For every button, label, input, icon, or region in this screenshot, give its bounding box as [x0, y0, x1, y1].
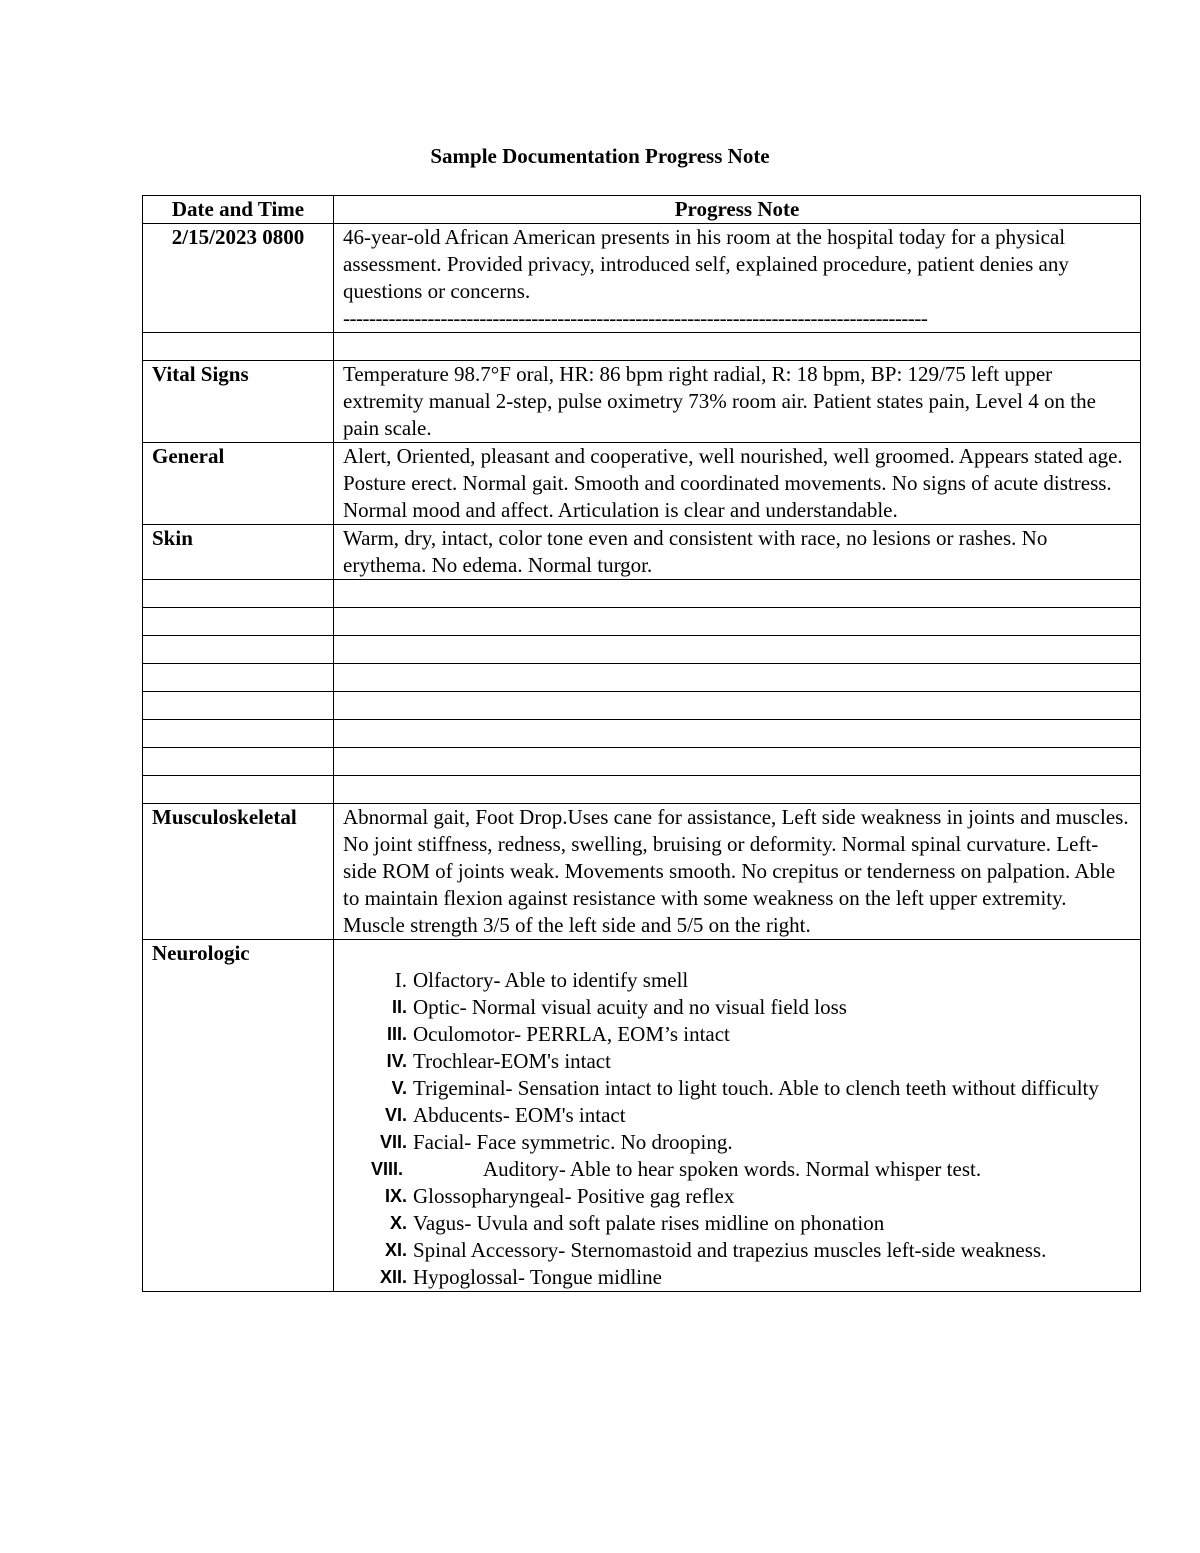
- progress-note-table: [142, 195, 1141, 1292]
- neurologic-cell: [334, 940, 1141, 1292]
- list-item-text: Oculomotor- PERRLA, EOM’s intact: [413, 1022, 730, 1046]
- skin-label: Skin: [143, 525, 334, 580]
- musculoskeletal-text: Abnormal gait, Foot Drop.Uses cane for assistance, Left side weakness in joints and muscles. No joint stiffness, redness, swelling, bruising or deformity. Normal spinal curvature. Left-side ROM of joints weak. Movements smooth. No crepitus or tenderness on palpation. Able to maintain flexion against resistance with some weakness on the left upper extremity. Muscle strength 3/5 of the left side and 5/5 on the right.: [334, 804, 1141, 940]
- table-header-row: [143, 196, 1141, 224]
- list-item-number: X.: [389, 1213, 407, 1233]
- table-row-empty: [143, 664, 1141, 692]
- empty-cell: [334, 692, 1141, 720]
- list-item-number: II.: [391, 997, 407, 1017]
- empty-cell: [143, 636, 334, 664]
- empty-cell: [334, 580, 1141, 608]
- list-item-text: Trigeminal- Sensation intact to light touch. Able to clench teeth without difficulty: [413, 1076, 1099, 1100]
- empty-cell: [143, 776, 334, 804]
- table-row-neurologic: [143, 940, 1141, 1292]
- list-item: [343, 1129, 1131, 1156]
- list-item-text: Trochlear-EOM's intact: [413, 1049, 611, 1073]
- empty-cell: [334, 748, 1141, 776]
- list-item-number: I.: [394, 968, 407, 992]
- list-item-number: XI.: [384, 1240, 407, 1260]
- list-item: [343, 1102, 1131, 1129]
- empty-cell: [334, 636, 1141, 664]
- list-item-text: Vagus- Uvula and soft palate rises midline on phonation: [413, 1211, 885, 1235]
- list-item-number: VIII.: [371, 1159, 404, 1179]
- general-text: Alert, Oriented, pleasant and cooperative, well nourished, well groomed. Appears stated age. Posture erect. Normal gait. Smooth and coordinated movements. No signs of acute distress. Normal mood and affect. Articulation is clear and understandable.: [334, 443, 1141, 525]
- table-row-empty: [143, 692, 1141, 720]
- header-progress-note: Progress Note: [334, 196, 1141, 224]
- list-item-text: Abducents- EOM's intact: [413, 1103, 626, 1127]
- list-item-number: VII.: [379, 1132, 407, 1152]
- cranial-nerves-list: [343, 967, 1131, 1291]
- separator-line: ------------------------------------------------------------------------------------------: [343, 306, 928, 330]
- empty-cell: [143, 720, 334, 748]
- list-item: [343, 1264, 1131, 1291]
- list-item-text: Facial- Face symmetric. No drooping.: [413, 1130, 733, 1154]
- table-row-skin: [143, 525, 1141, 580]
- empty-cell: [143, 580, 334, 608]
- list-item: [343, 1021, 1131, 1048]
- list-item-number: V.: [391, 1078, 407, 1098]
- list-item-number: III.: [386, 1024, 407, 1044]
- empty-cell: [143, 333, 334, 361]
- empty-cell: [334, 664, 1141, 692]
- empty-cell: [143, 692, 334, 720]
- skin-text: Warm, dry, intact, color tone even and consistent with race, no lesions or rashes. No erythema. No edema. Normal turgor.: [334, 525, 1141, 580]
- list-item: [343, 967, 1131, 994]
- list-item-number: IV.: [386, 1051, 407, 1071]
- list-item-text: Hypoglossal- Tongue midline: [413, 1265, 662, 1289]
- empty-cell: [143, 748, 334, 776]
- list-item: [343, 1048, 1131, 1075]
- empty-cell: [143, 608, 334, 636]
- empty-cell: [334, 333, 1141, 361]
- list-item-number: XII.: [379, 1267, 407, 1287]
- list-item-text: Optic- Normal visual acuity and no visual field loss: [413, 995, 847, 1019]
- table-row-empty: [143, 748, 1141, 776]
- empty-cell: [334, 720, 1141, 748]
- table-row-empty: [143, 333, 1141, 361]
- list-item: [343, 1075, 1131, 1102]
- table-row-general: [143, 443, 1141, 525]
- list-item-text: Glossopharyngeal- Positive gag reflex: [413, 1184, 735, 1208]
- intro-text: 46-year-old African American presents in his room at the hospital today for a physical assessment. Provided privacy, introduced self, explained procedure, patient denies any questions or concerns.: [343, 225, 1069, 303]
- neurologic-label: Neurologic: [143, 940, 334, 1292]
- list-item-text: Auditory- Able to hear spoken words. Normal whisper test.: [483, 1157, 982, 1181]
- table-row-empty: [143, 776, 1141, 804]
- empty-cell: [334, 776, 1141, 804]
- table-row-vital-signs: [143, 361, 1141, 443]
- intro-cell: [334, 224, 1141, 333]
- general-label: General: [143, 443, 334, 525]
- empty-cell: [334, 608, 1141, 636]
- list-item: [343, 1156, 1131, 1183]
- empty-cell: [143, 664, 334, 692]
- datetime-cell: 2/15/2023 0800: [143, 224, 334, 333]
- vital-signs-text: Temperature 98.7°F oral, HR: 86 bpm right radial, R: 18 bpm, BP: 129/75 left upper extremity manual 2-step, pulse oximetry 73% room air. Patient states pain, Level 4 on the pain scale.: [334, 361, 1141, 443]
- list-item: [343, 994, 1131, 1021]
- list-item: [343, 1210, 1131, 1237]
- list-item-text: Olfactory- Able to identify smell: [413, 968, 689, 992]
- table-row-empty: [143, 580, 1141, 608]
- table-row-empty: [143, 720, 1141, 748]
- document-title: Sample Documentation Progress Note: [430, 144, 770, 168]
- table-row-intro: [143, 224, 1141, 333]
- table-row-empty: [143, 636, 1141, 664]
- list-item-number: VI.: [384, 1105, 407, 1125]
- table-row-empty: [143, 608, 1141, 636]
- list-item: [343, 1237, 1131, 1264]
- musculoskeletal-label: Musculoskeletal: [143, 804, 334, 940]
- list-item-text: Spinal Accessory- Sternomastoid and trapezius muscles left-side weakness.: [413, 1238, 1047, 1262]
- vital-signs-label: Vital Signs: [143, 361, 334, 443]
- table-row-musculoskeletal: [143, 804, 1141, 940]
- header-date-time: Date and Time: [143, 196, 334, 224]
- list-item: [343, 1183, 1131, 1210]
- list-item-number: IX.: [384, 1186, 407, 1206]
